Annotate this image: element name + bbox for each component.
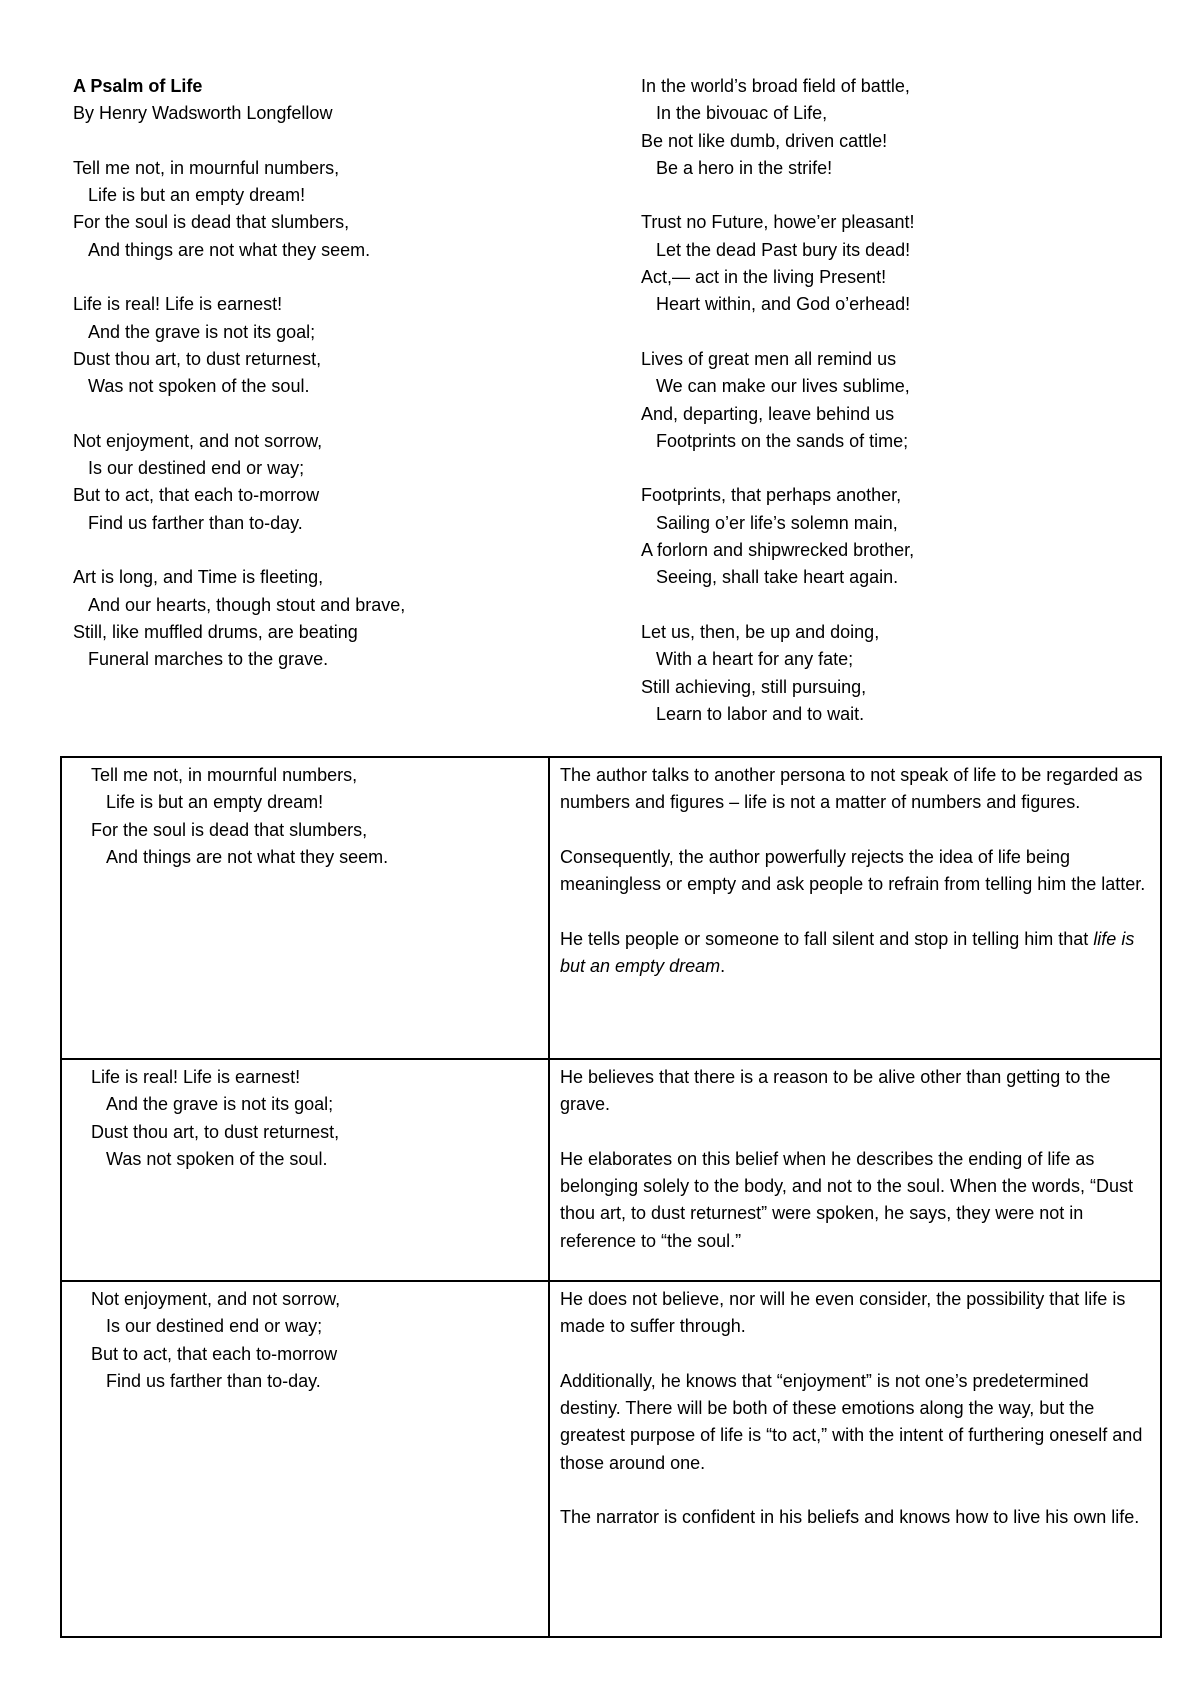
verse-line: For the soul is dead that slumbers, xyxy=(73,212,350,233)
verse-line: And, departing, leave behind us xyxy=(641,403,895,424)
verse-line: In the bivouac of Life, xyxy=(656,103,828,124)
verse-line: Life is but an empty dream! xyxy=(88,185,306,206)
stanza-gap xyxy=(73,537,593,564)
verse-line: Tell me not, in mournful numbers, xyxy=(91,765,358,785)
verse-line: And things are not what they seem. xyxy=(88,239,371,260)
analysis-cell xyxy=(549,757,1161,1059)
quote-cell xyxy=(61,1281,549,1637)
verse-line: Seeing, shall take heart again. xyxy=(656,567,899,588)
verse-line: Dust thou art, to dust returnest, xyxy=(73,348,322,369)
analysis-paragraph: He believes that there is a reason to be alive other than getting to the grave. xyxy=(560,1067,1111,1115)
verse-line: And things are not what they seem. xyxy=(106,846,389,867)
verse-line: Lives of great men all remind us xyxy=(641,348,897,369)
analysis-paragraph xyxy=(560,926,1150,981)
verse-line: Still, like muffled drums, are beating xyxy=(73,621,358,642)
stanza-gap xyxy=(641,319,1161,346)
verse-line: And the grave is not its goal; xyxy=(88,321,316,342)
stanza xyxy=(73,564,593,673)
analysis-cell xyxy=(549,1059,1161,1281)
verse-line: Not enjoyment, and not sorrow, xyxy=(91,1289,341,1309)
verse-line: Not enjoyment, and not sorrow, xyxy=(73,430,323,451)
stanza-gap xyxy=(641,182,1161,209)
verse-line: Act,— act in the living Present! xyxy=(641,267,887,288)
analysis-paragraph: He elaborates on this belief when he describes the ending of life as belonging solely to the body, and not to the soul. When the words, “Dust thou art, to dust returnest” were spoken, he says, they were not in reference to “the soul.” xyxy=(560,1148,1134,1251)
verse-line: Was not spoken of the soul. xyxy=(106,1148,328,1169)
stanza xyxy=(641,73,1161,182)
analysis-paragraph: Additionally, he knows that “enjoyment” is not one’s predetermined destiny. There will be both of these emotions along the way, but the greatest purpose of life is “to act,” with the intent of furthering oneself and those around one. xyxy=(560,1370,1143,1473)
stanza xyxy=(641,209,1161,318)
analysis-paragraph: He does not believe, nor will he even consider, the possibility that life is made to suffer through. xyxy=(560,1289,1126,1337)
verse-line: But to act, that each to-morrow xyxy=(91,1343,338,1364)
verse-line: Is our destined end or way; xyxy=(106,1316,323,1337)
verse-line: Footprints on the sands of time; xyxy=(656,430,909,451)
verse-line: Dust thou art, to dust returnest, xyxy=(91,1121,340,1142)
italic-quote: life is but an empty dream xyxy=(560,928,1135,977)
stanza-gap xyxy=(641,455,1161,482)
verse-line: And the grave is not its goal; xyxy=(106,1094,334,1115)
poem-byline: By Henry Wadsworth Longfellow xyxy=(73,103,333,124)
verse-line: Was not spoken of the soul. xyxy=(88,376,310,397)
verse-line: Life is real! Life is earnest! xyxy=(91,1067,301,1087)
verse-line: Be a hero in the strife! xyxy=(656,157,833,178)
verse-line: Is our destined end or way; xyxy=(88,458,305,479)
verse-line: And our hearts, though stout and brave, xyxy=(88,594,406,615)
stanza xyxy=(641,619,1161,728)
verse-line: Art is long, and Time is fleeting, xyxy=(73,567,324,588)
stanza-gap xyxy=(641,592,1161,619)
stanza xyxy=(73,428,593,537)
verse-line: Be not like dumb, driven cattle! xyxy=(641,130,888,151)
stanza-gap xyxy=(73,128,593,155)
verse-line: Trust no Future, howe’er pleasant! xyxy=(641,212,915,233)
verse-line: In the world’s broad field of battle, xyxy=(641,76,910,96)
verse-line: For the soul is dead that slumbers, xyxy=(91,819,368,840)
stanza xyxy=(641,346,1161,455)
verse-line: But to act, that each to-morrow xyxy=(73,485,320,506)
verse-line: Find us farther than to-day. xyxy=(106,1370,321,1391)
table-row xyxy=(61,1281,1161,1637)
quote-cell xyxy=(61,1059,549,1281)
verse-line: Life is but an empty dream! xyxy=(106,792,324,813)
analysis-paragraph: Consequently, the author powerfully rejects the idea of life being meaningless or empty and ask people to refrain from telling him the latter. xyxy=(560,846,1146,895)
analysis-paragraph: The author talks to another persona to not speak of life to be regarded as numbers and figures – life is not a matter of numbers and figures. xyxy=(560,765,1143,813)
stanza xyxy=(641,482,1161,591)
verse-line: Learn to labor and to wait. xyxy=(656,703,865,724)
quote-cell xyxy=(61,757,549,1059)
poem-right-column xyxy=(641,73,1161,728)
poem-left-column xyxy=(73,73,593,674)
verse-line: Heart within, and God o’erhead! xyxy=(656,294,911,315)
verse-line: Find us farther than to-day. xyxy=(88,512,303,533)
verse-line: Let us, then, be up and doing, xyxy=(641,621,880,642)
table-row xyxy=(61,757,1161,1059)
poem-title: A Psalm of Life xyxy=(73,76,203,96)
verse-line: Funeral marches to the grave. xyxy=(88,649,329,670)
verse-line: Footprints, that perhaps another, xyxy=(641,485,902,506)
verse-line: With a heart for any fate; xyxy=(656,649,854,670)
verse-line: Still achieving, still pursuing, xyxy=(641,676,867,697)
table-row xyxy=(61,1059,1161,1281)
analysis-table xyxy=(60,756,1162,1638)
verse-line: Sailing o’er life’s solemn main, xyxy=(656,512,898,533)
stanza-gap xyxy=(73,401,593,428)
verse-line: Tell me not, in mournful numbers, xyxy=(73,157,340,178)
analysis-text: . xyxy=(720,956,726,977)
analysis-paragraph: The narrator is confident in his beliefs and knows how to live his own life. xyxy=(560,1507,1140,1528)
analysis-cell xyxy=(549,1281,1161,1637)
stanza xyxy=(73,291,593,400)
verse-line: Life is real! Life is earnest! xyxy=(73,294,283,315)
verse-line: A forlorn and shipwrecked brother, xyxy=(641,540,915,561)
analysis-text: He tells people or someone to fall silent and stop in telling him that xyxy=(560,928,1094,949)
verse-line: Let the dead Past bury its dead! xyxy=(656,239,911,260)
stanza xyxy=(73,155,593,264)
verse-line: We can make our lives sublime, xyxy=(656,376,910,397)
stanza-gap xyxy=(73,264,593,291)
